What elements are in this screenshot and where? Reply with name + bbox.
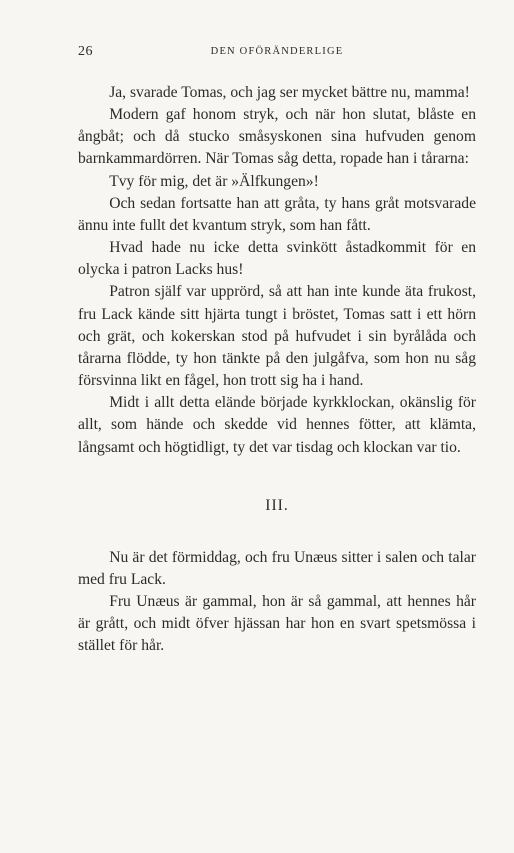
paragraph: Tvy för mig, det är »Älfkungen»!	[109, 172, 319, 190]
body-text-before	[78, 82, 476, 459]
paragraph: Och sedan fortsatte han att gråta, ty hans gråt motsvarade ännu inte fullt det kvantum stryk, som han fått.	[78, 194, 476, 234]
page-number: 26	[78, 44, 93, 59]
paragraph: Midt i allt detta elände började kyrkklockan, okänslig för allt, som hände och skedde vid hennes fötter, att klämta, långsamt och högtidligt, ty det var tisdag och klockan var tio.	[78, 394, 476, 456]
page-header	[78, 44, 476, 64]
running-title: DEN OFÖRÄNDERLIGE	[210, 46, 344, 57]
paragraph: Nu är det förmiddag, och fru Unæus sitter i salen och talar med fru Lack.	[78, 548, 476, 588]
paragraph: Modern gaf honom stryk, och när hon slutat, blåste en ångbåt; och då stucko småsyskonen sina hufvuden genom barnkammardörren. När Tomas såg detta, ropade han i tårarna:	[78, 106, 476, 168]
paragraph: Hvad hade nu icke detta svinkött åstadkommit för en olycka i patron Lacks hus!	[78, 239, 476, 279]
body-text-after	[78, 547, 476, 658]
paragraph: Ja, svarade Tomas, och jag ser mycket bättre nu, mamma!	[109, 84, 470, 101]
book-page	[78, 44, 476, 657]
paragraph: Patron själf var upprörd, så att han inte kunde äta frukost, fru Lack kände sitt hjärta tungt i bröstet, Tomas satt i ett hörn och grät, och kokerskan stod på hufvudet i sin byrålåda och tårarna flödde, ty hon tänkte på den julgåfva, som hon nu såg försvinna likt en fågel, hon trott sig ha i hand.	[78, 283, 476, 390]
section-heading: III.	[265, 496, 289, 514]
paragraph: Fru Unæus är gammal, hon är så gammal, att hennes hår är grått, och midt öfver hjässan har hon en svart spetsmössa i stället för hår.	[78, 592, 476, 655]
